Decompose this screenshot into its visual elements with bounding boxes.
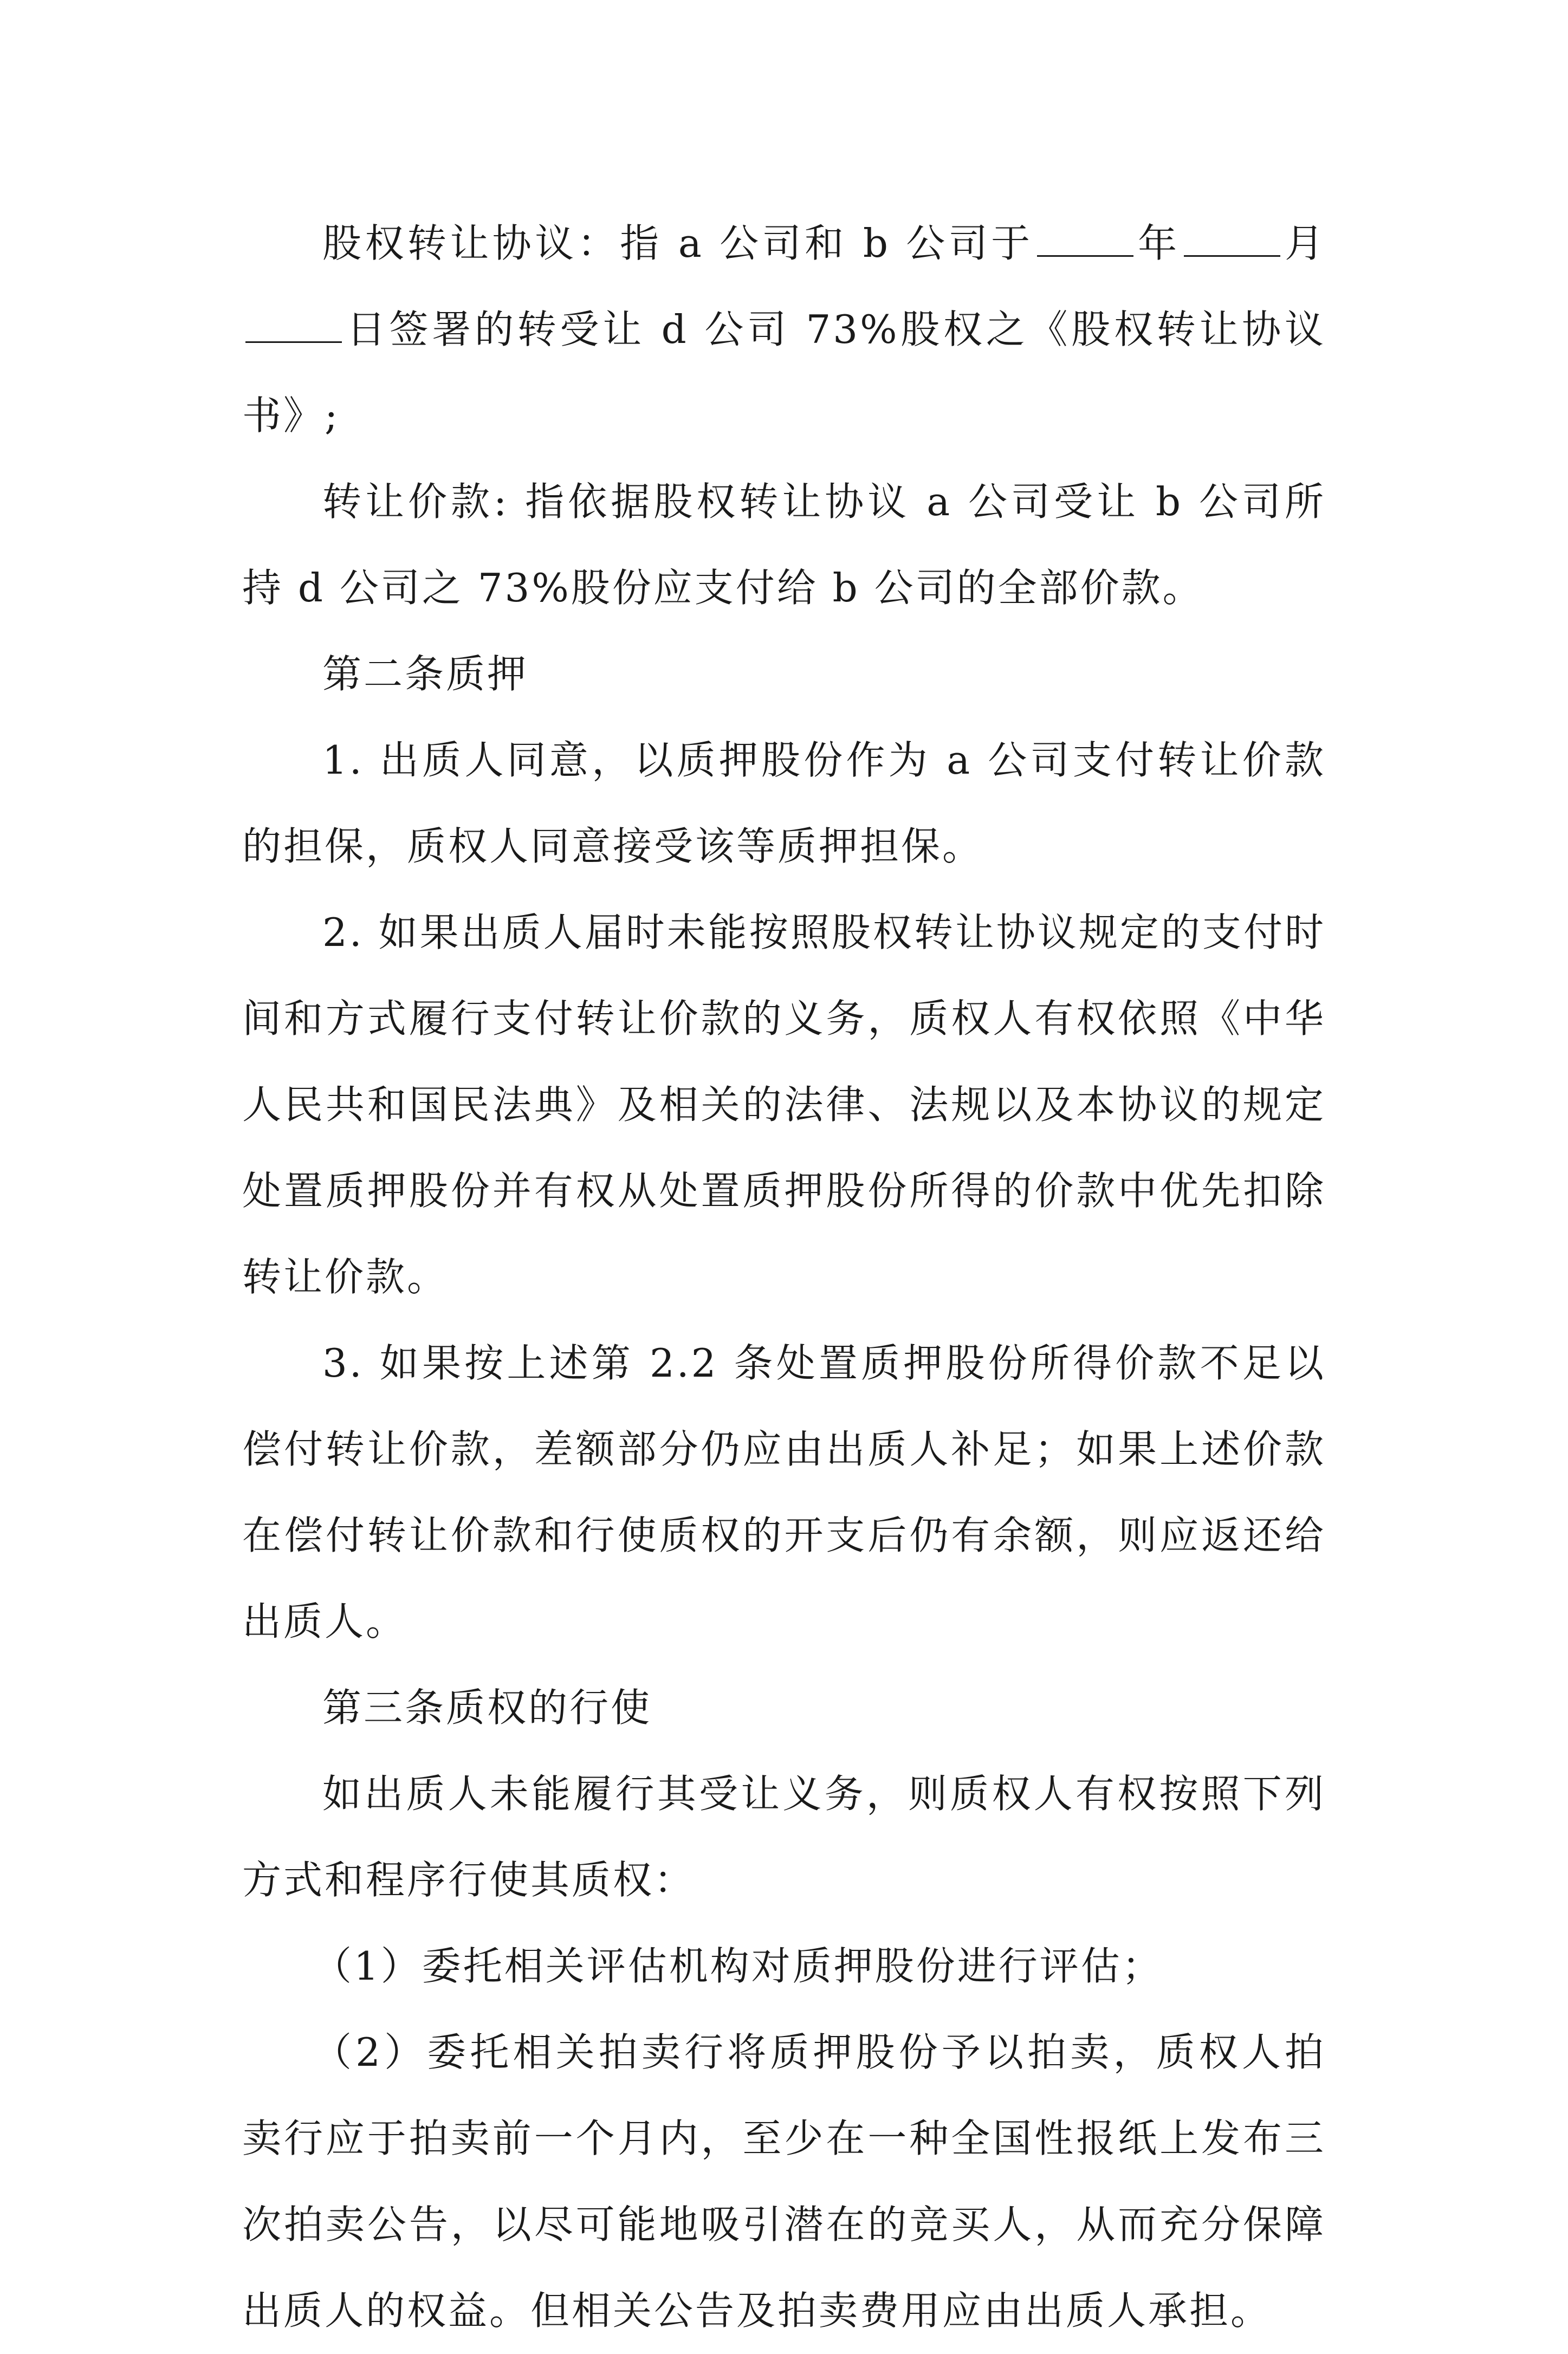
document-body	[242, 200, 1326, 2354]
definition-share-transfer-agreement	[242, 200, 1326, 459]
blank-line-year	[1037, 223, 1133, 257]
definition-transfer-price: 转让价款: 指依据股权转让协议 a 公司受让 b 公司所持 d 公司之 73%股份应支付给 b 公司的全部价款。	[242, 479, 1326, 611]
article-3-title: 第三条质权的行使	[322, 1685, 652, 1730]
blank-line-month	[1184, 223, 1280, 257]
definition-agreement-month: 月	[1283, 221, 1326, 266]
definition-agreement-text-1: 股权转让协议：指 a 公司和 b 公司于	[322, 221, 1034, 266]
blank-line-day	[245, 309, 342, 343]
article-3-item-1: （1）委托相关评估机构对质押股份进行评估；	[313, 1943, 1163, 1989]
article-2-paragraph-1: 1. 出质人同意，以质押股份作为 a 公司支付转让价款的担保，质权人同意接受该等质押担保。	[242, 737, 1326, 869]
definition-agreement-year: 年	[1136, 221, 1181, 266]
article-2-title: 第二条质押	[322, 651, 529, 697]
article-2-paragraph-3: 3. 如果按上述第 2.2 条处置质押股份所得价款不足以偿付转让价款，差额部分仍应由出质人补足；如果上述价款在偿付转让价款和行使质权的开支后仍有余额，则应返还给出质人。	[242, 1340, 1326, 1644]
article-3-intro: 如出质人未能履行其受让义务，则质权人有权按照下列方式和程序行使其质权：	[242, 1771, 1326, 1903]
article-3-item-2: （2）委托相关拍卖行将质押股份予以拍卖，质权人拍卖行应于拍卖前一个月内，至少在一种全国性报纸上发布三次拍卖公告，以尽可能地吸引潜在的竞买人，从而充分保障出质人的权益。但相关公告及拍卖费用应由出质人承担。	[242, 2029, 1326, 2333]
article-2-paragraph-2: 2. 如果出质人届时未能按照股权转让协议规定的支付时间和方式履行支付转让价款的义务，质权人有权依照《中华人民共和国民法典》及相关的法律、法规以及本协议的规定处置质押股份并有权从处置质押股份所得的价款中优先扣除转让价款。	[242, 910, 1326, 1300]
definition-agreement-text-2: 日签署的转受让 d 公司 73%股权之《股权转让协议书》;	[242, 307, 1326, 438]
